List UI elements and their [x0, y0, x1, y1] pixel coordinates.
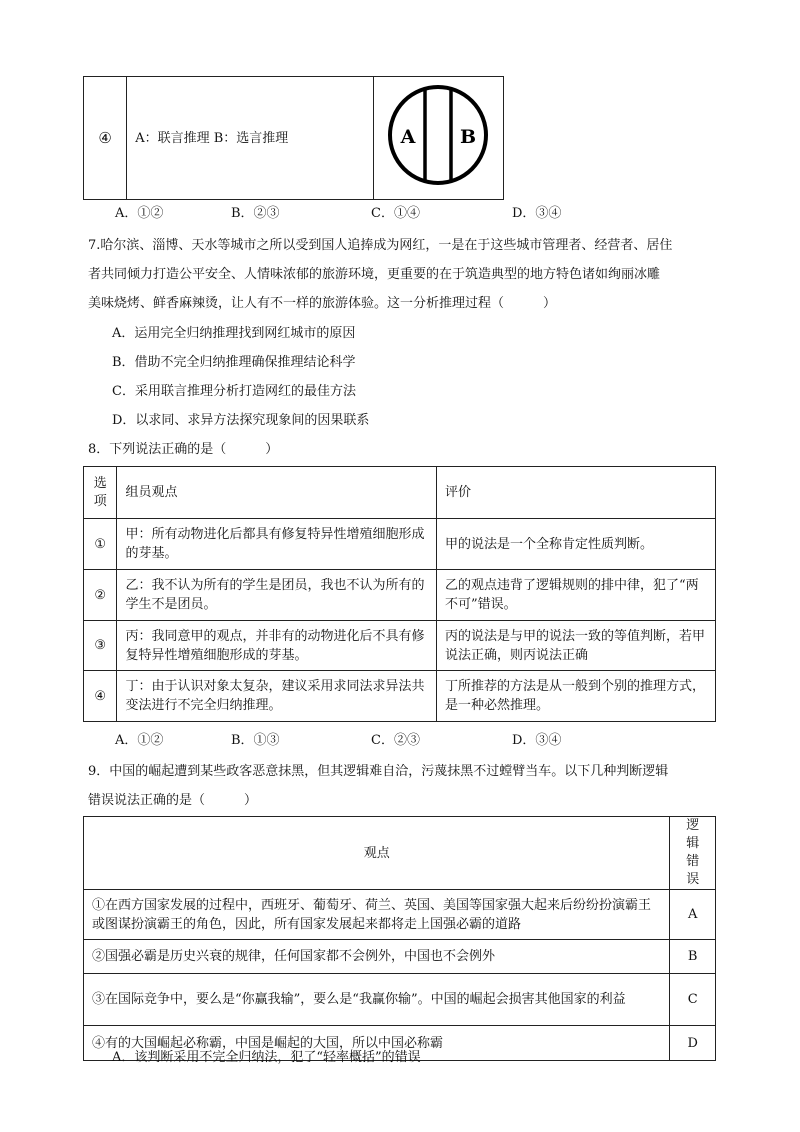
q7-option-d: D．以求同、求异方法探究现象间的因果联系 [112, 413, 370, 428]
q8-row-num: ③ [84, 621, 117, 671]
q8-row-num: ② [84, 570, 117, 621]
row-number: ④ [84, 77, 127, 200]
q9-stem-line-1: 9．中国的崛起遭到某些政客恶意抹黑，但其逻辑难自洽，污蔑抹黑不过螳臂当车。以下几种判断逻辑 [88, 764, 669, 779]
q8-option-b: B．①③ [231, 733, 280, 748]
top-table [83, 76, 504, 200]
q8-table [83, 466, 716, 722]
label-a: A [401, 126, 416, 148]
q7-option-c: C．采用联言推理分析打造网红的最佳方法 [112, 384, 356, 399]
table-row [84, 671, 716, 722]
table-row [84, 974, 716, 1026]
q8-row-eval: 甲的说法是一个全称肯定性质判断。 [437, 519, 716, 570]
q7-option-a: A．运用完全归纳推理找到网红城市的原因 [112, 326, 356, 341]
q8-row-view: 乙：我不认为所有的学生是团员，我也不认为所有的学生不是团员。 [117, 570, 437, 621]
q9-header-error: 逻辑错误 [670, 817, 716, 890]
q8-option-a: A．①② [115, 733, 164, 748]
q6-option-a: A．①② [115, 206, 164, 221]
q9-row-view: ①在西方国家发展的过程中，西班牙、葡萄牙、荷兰、英国、美国等国家强大起来后纷纷扮演霸王或图谋扮演霸王的角色，因此，所有国家发展起来都将走上国强必霸的道路 [84, 890, 670, 940]
q8-row-view: 甲：所有动物进化后都具有修复特异性增殖细胞形成的芽基。 [117, 519, 437, 570]
q9-table [83, 816, 716, 1061]
q7-option-b: B．借助不完全归纳推理确保推理结论科学 [112, 355, 356, 370]
q8-row-num: ④ [84, 671, 117, 722]
q7-stem-line-1: 7.哈尔滨、淄博、天水等城市之所以受到国人追捧成为网红，一是在于这些城市管理者、经营者、居住 [88, 238, 673, 253]
table-row [84, 621, 716, 671]
q8-row-eval: 乙的观点违背了逻辑规则的排中律，犯了“两不可”错误。 [437, 570, 716, 621]
q7-stem-line-2: 者共同倾力打造公平安全、人情味浓郁的旅游环境，更重要的在于筑造典型的地方特色诸如绚丽冰雕 [88, 267, 661, 282]
table-row [84, 890, 716, 940]
q8-option-d: D．③④ [512, 733, 562, 748]
q8-row-view: 丙：我同意甲的观点，并非有的动物进化后不具有修复特异性增殖细胞形成的芽基。 [117, 621, 437, 671]
q6-option-c: C．①④ [371, 206, 420, 221]
disjunctive-circle-diagram [374, 77, 502, 193]
q8-options [115, 729, 615, 749]
q6-option-d: D．③④ [512, 206, 562, 221]
q9-stem-line-2: 错误说法正确的是（ ） [88, 793, 258, 808]
q8-header-eval: 评价 [437, 467, 716, 519]
q8-header-view: 组员观点 [117, 467, 437, 519]
row-text: A：联言推理 B：选言推理 [127, 77, 374, 200]
q7-stem-line-3: 美味烧烤、鲜香麻辣烫，让人有不一样的旅游体验。这一分析推理过程（ ） [88, 296, 557, 311]
q8-header-option: 选项 [84, 467, 117, 519]
q8-row-eval: 丁所推荐的方法是从一般到个别的推理方式，是一种必然推理。 [437, 671, 716, 722]
table-row [84, 570, 716, 621]
q8-row-num: ① [84, 519, 117, 570]
q9-row-view: ④有的大国崛起必称霸，中国是崛起的大国，所以中国必称霸 [84, 1026, 670, 1061]
label-b: B [460, 126, 477, 148]
q9-row-error: A [670, 890, 716, 940]
q9-option-a: A．该判断采用不完全归纳法，犯了“轻率概括”的错误 [112, 1050, 421, 1065]
q8-option-c: C．②③ [371, 733, 420, 748]
q8-stem: 8．下列说法正确的是（ ） [88, 442, 279, 457]
q9-header-view: 观点 [84, 817, 670, 890]
table-row [84, 519, 716, 570]
table-row [84, 940, 716, 974]
q8-row-view: 丁：由于认识对象太复杂，建议采用求同法求异法共变法进行不完全归纳推理。 [117, 671, 437, 722]
q6-options [115, 202, 615, 222]
q9-row-view: ③在国际竞争中，要么是“你赢我输”，要么是“我赢你输”。中国的崛起会损害其他国家的利益 [84, 974, 670, 1026]
q6-option-b: B．②③ [231, 206, 280, 221]
q9-row-view: ②国强必霸是历史兴衰的规律，任何国家都不会例外，中国也不会例外 [84, 940, 670, 974]
q9-row-error: D [670, 1026, 716, 1061]
q8-row-eval: 丙的说法是与甲的说法一致的等值判断，若甲说法正确，则丙说法正确 [437, 621, 716, 671]
q9-row-error: B [670, 940, 716, 974]
venn-cell [374, 77, 504, 200]
q9-row-error: C [670, 974, 716, 1026]
